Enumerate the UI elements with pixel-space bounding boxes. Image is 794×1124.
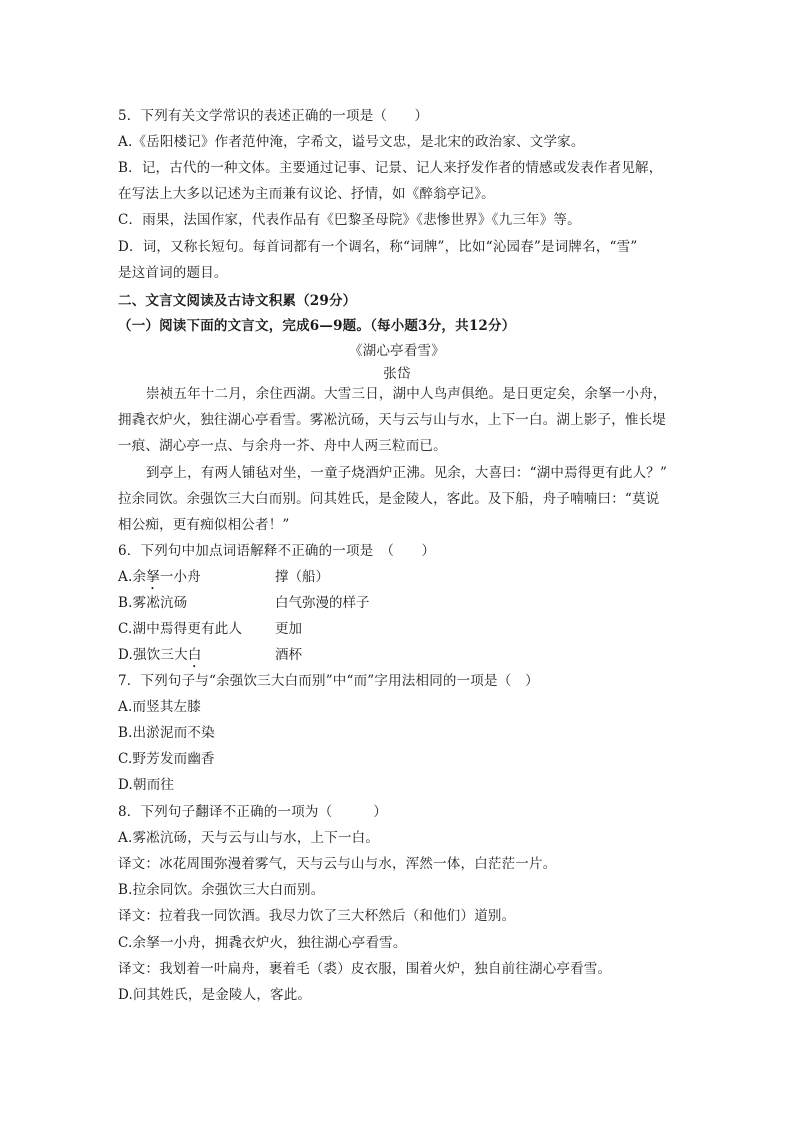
dotted-word: 雾凇沆砀 (132, 595, 188, 611)
q5-option-c: C．雨果，法国作家，代表作品有《巴黎圣母院》《悲惨世界》《九三年》等。 (118, 212, 581, 228)
q5-option-b-line1: B．记，古代的一种文体。主要通过记事、记景、记人来抒发作者的情感或发表作者见解， (118, 160, 663, 176)
passage-p2-line1: 到亭上，有两人铺毡对坐，一童子烧酒炉正沸。见余，大喜曰：“湖中焉得更有此人？” (146, 465, 668, 481)
q5-stem: 5．下列有关文学常识的表述正确的一项是（ ） (118, 108, 429, 124)
q6-option-c: C.湖中焉得更有此人 (118, 621, 243, 637)
q7-stem: 7．下列句子与“余强饮三大白而别”中“而”字用法相同的一项是（ ） (118, 673, 539, 689)
q6-stem: 6．下列句中加点词语解释不正确的一项是 （ ） (118, 543, 436, 559)
q5-option-d-line1: D．词，又称长短句。每首词都有一个调名，称“词牌”，比如“沁园春”是词牌名，“雪” (118, 239, 638, 255)
q6-gloss-a: 撑（船） (275, 569, 329, 585)
q6-gloss-c: 更加 (275, 621, 302, 637)
passage-p2-line3: 相公痴，更有痴似相公者！” (118, 517, 290, 533)
q5-option-a: A.《岳阳楼记》作者范仲淹，字希文，谥号文忠，是北宋的政治家、文学家。 (118, 134, 585, 150)
q8-option-a-translation: 译文：冰花周围弥漫着雾气，天与云与山与水，浑然一体，白茫茫一片。 (118, 856, 557, 872)
q8-option-b: B.拉余同饮。余强饮三大白而别。 (118, 882, 325, 898)
q5-option-d-line2: 是这首词的题目。 (118, 265, 228, 281)
section2-heading: 二、文言文阅读及古诗文积累（29分） (118, 293, 357, 309)
q7-option-b: B.出淤泥而不染 (118, 725, 215, 741)
section2-subheading: （一）阅读下面的文言文，完成6—9题。（每小题3分，共12分） (118, 318, 516, 334)
passage-p1-line3: 一痕、湖心亭一点、与余舟一芥、舟中人两三粒而已。 (118, 438, 447, 454)
dotted-word: 拏 (146, 569, 160, 585)
q8-option-c: C.余拏一小舟，拥毳衣炉火，独往湖心亭看雪。 (118, 935, 407, 951)
passage-author: 张岱 (383, 366, 411, 382)
passage-p2-line2: 拉余同饮。余强饮三大白而别。问其姓氏，是金陵人，客此。及下船，舟子喃喃曰：“莫说 (118, 491, 660, 507)
dotted-word: 更 (187, 621, 202, 637)
q8-stem: 8．下列句子翻译不正确的一项为（ ） (118, 804, 388, 820)
q6-gloss-d: 酒杯 (275, 647, 302, 663)
q7-option-c: C.野芳发而幽香 (118, 751, 215, 767)
q7-option-a: A.而竖其左膝 (118, 699, 201, 715)
q6-option-b: B.雾凇沆砀 (118, 595, 188, 611)
passage-title: 《湖心亭看雪》 (349, 343, 445, 359)
q6-option-d: D.强饮三大白 (118, 647, 202, 663)
dotted-word: 白 (187, 647, 202, 663)
q8-option-a: A.雾凇沆砀，天与云与山与水，上下一白。 (118, 830, 380, 846)
q8-option-b-translation: 译文：拉着我一同饮酒。我尽力饮了三大杯然后（和他们）道别。 (118, 908, 516, 924)
passage-p1-line1: 崇祯五年十二月，余住西湖。大雪三日，湖中人鸟声俱绝。是日更定矣，余拏一小舟， (146, 386, 667, 402)
q8-option-c-translation: 译文：我划着一叶扁舟，裹着毛（裘）皮衣服，围着火炉，独自前往湖心亭看雪。 (118, 961, 612, 977)
q8-option-d: D.问其姓氏，是金陵人，客此。 (118, 987, 312, 1003)
q7-option-d: D.朝而往 (118, 777, 175, 793)
q5-option-b-line2: 在写法上大多以记述为主而兼有议论、抒情，如《醉翁亭记》。 (118, 186, 495, 202)
q6-gloss-b: 白气弥漫的样子 (275, 595, 370, 611)
q6-option-a: A.余拏一小舟 (118, 569, 201, 585)
passage-p1-line2: 拥毳衣炉火，独往湖心亭看雪。雾凇沆砀，天与云与山与水，上下一白。湖上影子，惟长堤 (118, 412, 666, 428)
